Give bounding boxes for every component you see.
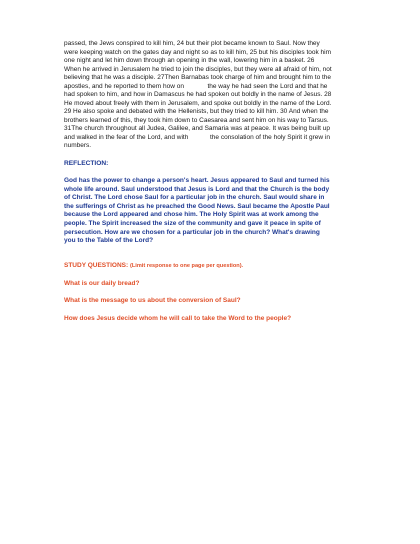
study-question-1: What is our daily bread?: [64, 280, 140, 287]
study-questions-heading: [64, 261, 243, 271]
reflection-line: you to the Table of the Lord?: [64, 237, 154, 245]
reflection-line: of Christ. The Lord chose Saul for a particular job in the church. Saul would share in: [64, 194, 325, 202]
study-heading-note: (Limit response to one page per question).: [129, 263, 244, 269]
scripture-line: passed, the Jews conspired to kill him, 24 but their plot became known to Saul. Now they: [64, 40, 320, 47]
scripture-line: 31The church throughout all Judea, Galilee, and Samaria was at peace. It was being built up: [64, 125, 330, 132]
scripture-passage: [64, 40, 376, 151]
scripture-line: He moved about freely with them in Jerusalem, and spoke out boldly in the name of the Lord.: [64, 99, 332, 107]
scripture-line: numbers.: [64, 142, 92, 149]
reflection-line: persecution. How are we chosen for a particular job in the church? What's drawing: [64, 228, 320, 236]
scripture-line: had spoken to him, and how in Damascus he had spoken out boldly in the name of Jesus. 28: [64, 91, 332, 98]
scripture-line: and walked in the fear of the Lord, and with the consolation of the holy Spirit it grew in: [64, 133, 330, 141]
scripture-line: When he arrived in Jerusalem he tried to join the disciples, but they were all afraid of him, not: [64, 65, 332, 73]
study-question-3: How does Jesus decide whom he will call to take the Word to the people?: [64, 315, 292, 322]
scripture-line: one night and let him down through an opening in the wall, lowering him in a basket. 26: [64, 57, 315, 64]
study-heading-label: STUDY QUESTIONS:: [64, 262, 129, 269]
scripture-line: believing that he was a disciple. 27Then Barnabas took charge of him and brought him to the: [64, 74, 332, 81]
reflection-line: God has the power to change a person's heart. Jesus appeared to Saul and turned his: [64, 177, 330, 184]
scripture-line: were keeping watch on the gates day and night so as to kill him, 25 but his disciples took him: [64, 48, 332, 56]
reflection-body: [64, 177, 384, 246]
reflection-line: whole life around. Saul understood that Jesus is Lord and that the Church is the body: [64, 185, 330, 193]
reflection-line: because the Lord appeared and chose him. The Holy Spirit was at work among the: [64, 211, 319, 219]
reflection-line: the sufferings of Christ as he preached the Good News. Saul became the Apostle Paul: [64, 202, 330, 210]
study-question-2: What is the message to us about the conversion of Saul?: [64, 297, 241, 304]
reflection-heading: REFLECTION:: [64, 160, 109, 167]
scripture-line: brothers learned of this, they took him down to Caesarea and sent him on his way to Tarsus.: [64, 116, 329, 124]
scripture-line: 29 He also spoke and debated with the Hellenists, but they tried to kill him. 30 And when the: [64, 108, 329, 115]
reflection-line: people. The Spirit increased the size of the community and gave it peace in spite of: [64, 219, 321, 227]
scripture-line: apostles, and he reported to them how on the way he had seen the Lord and that he: [64, 82, 328, 90]
